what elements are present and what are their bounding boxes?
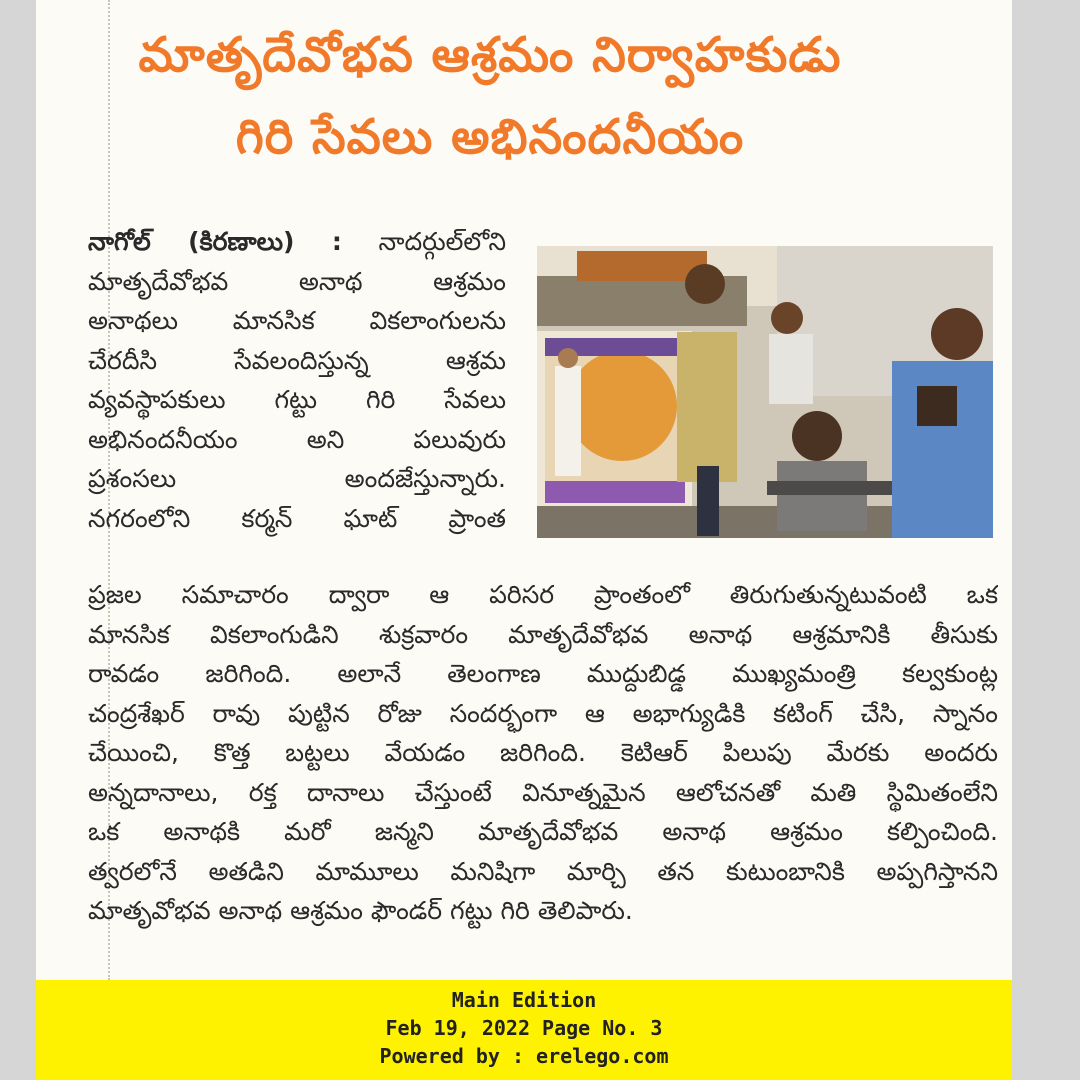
edition-date-page: Feb 19, 2022 Page No. 3 — [385, 1016, 663, 1040]
article-line: రావడం జరిగింది. అలానే తెలంగాణ ముద్దుబిడ్డ ముఖ్యమంత్రి కల్వకుంట్ల — [88, 659, 998, 688]
dateline: నాగోల్ (కిరణాలు) : — [88, 227, 342, 256]
article-line: ప్రశంసలు అందజేస్తున్నారు. — [88, 464, 506, 493]
article-line: చేరదీసి సేవలందిస్తున్న ఆశ్రమ — [88, 345, 506, 375]
article-line: అన్నదానాలు, రక్త దానాలు చేస్తుంటే వినూత్నమైన ఆలోచనతో మతి స్థిమితంలేని — [88, 777, 998, 807]
edition-footer — [36, 980, 1012, 1080]
news-photo — [537, 246, 993, 538]
headline-line-1: మాతృదేవోభవ ఆశ్రమం నిర్వాహకుడు — [138, 27, 842, 83]
article-line: వ్యవస్థాపకులు గట్టు గిరి సేవలు — [88, 385, 506, 414]
article-line: నగరంలోని కర్మన్ ఘాట్ ప్రాంత — [88, 503, 506, 533]
article-line-text: నాదర్గుల్‌లోని — [378, 227, 506, 256]
article-line: చంద్రశేఖర్ రావు పుట్టిన రోజు సందర్భంగా ఆ అభాగ్యుడికి కటింగ్ చేసి, స్నానం — [88, 698, 998, 728]
edition-name: Main Edition — [451, 988, 597, 1012]
article-column-wide — [88, 575, 998, 931]
article-line: ప్రజల సమాచారం ద్వారా ఆ పరిసర ప్రాంతంలో తిరుగుతున్నటువంటి ఒక — [88, 580, 998, 609]
article-line: త్వరలోనే అతడిని మామూలు మనిషిగా మార్చి తన కుటుంబానికి అప్పగిస్తానని — [88, 856, 998, 886]
article-line: ఒక అనాథకి మరో జన్మని మాతృదేవోభవ అనాథ ఆశ్రమం కల్పించింది. — [88, 817, 998, 846]
article-line: అభినందనీయం అని పలువురు — [88, 424, 506, 454]
article-column-narrow — [88, 222, 506, 538]
article-line: మానసిక వికలాంగుడిని శుక్రవారం మాతృదేవోభవ అనాథ ఆశ్రమానికి తీసుకు — [88, 619, 998, 649]
article-headline — [60, 14, 920, 178]
article-line — [88, 222, 506, 262]
headline-line-2: గిరి సేవలు అభినందనీయం — [235, 109, 745, 165]
article-line: మాతృవోభవ అనాథ ఆశ్రమం ఫౌండర్ గట్టు గిరి తెలిపారు. — [88, 896, 633, 925]
article-line: అనాథలు మానసిక వికలాంగులను — [88, 306, 506, 335]
article-line: మాతృదేవోభవ అనాథ ఆశ్రమం — [88, 266, 506, 296]
article-line: చేయించి, కొత్త బట్టలు వేయడం జరిగింది. కెటిఆర్ పిలుపు మేరకు అందరు — [88, 738, 998, 767]
powered-by-link[interactable]: Powered by : erelego.com — [379, 1044, 669, 1068]
